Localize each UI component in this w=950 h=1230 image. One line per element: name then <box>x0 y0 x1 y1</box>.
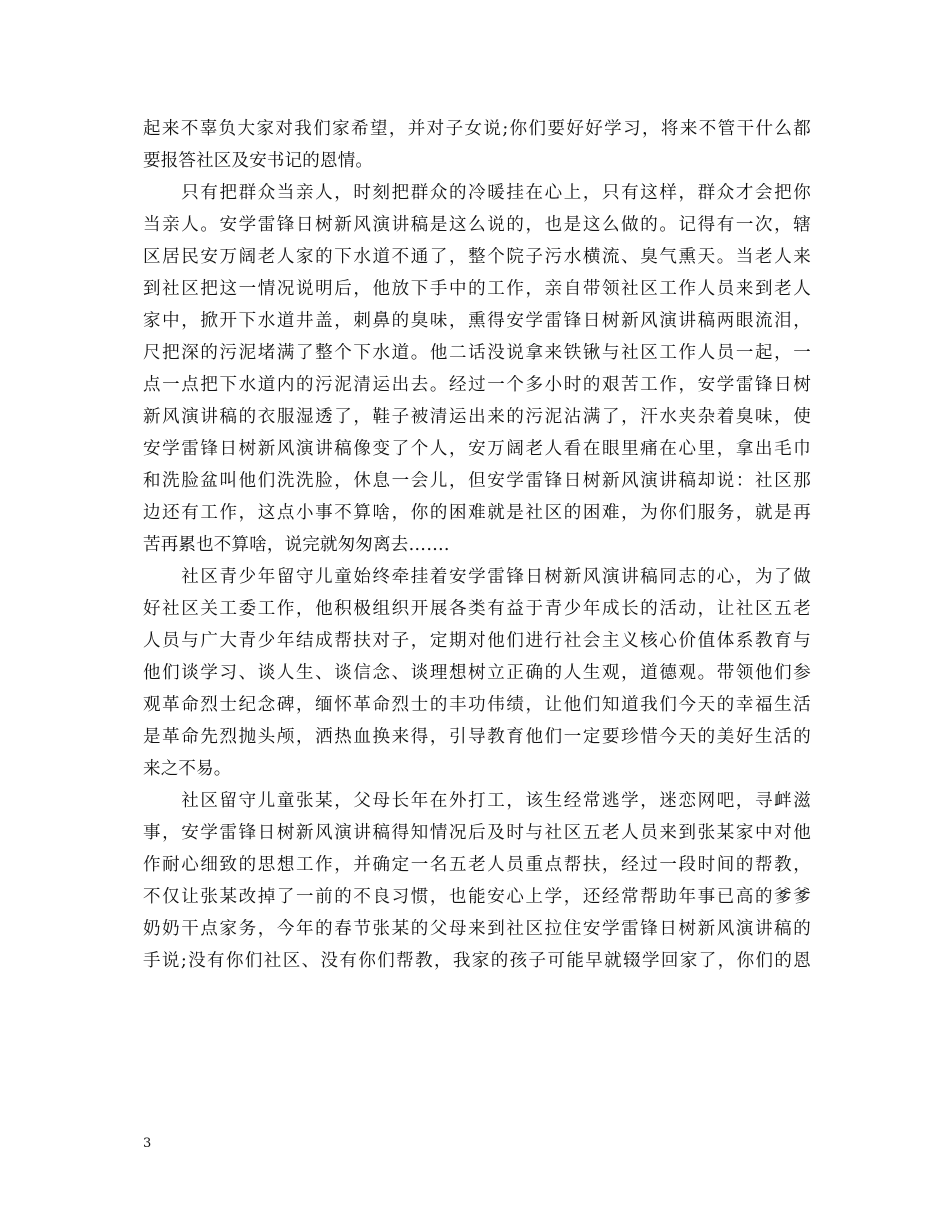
text-line-15: 社区青少年留守儿童始终牵挂着安学雷锋日树新风演讲稿同志的心，为了做 <box>143 567 811 587</box>
text-line-1: 起来不辜负大家对我们家希望，并对子女说;你们要好好学习，将来不管干什么都 <box>143 119 811 139</box>
text-line-21: 来之不易。 <box>143 759 232 779</box>
text-line-19: 观革命烈士纪念碑，缅怀革命烈士的丰功伟绩，让他们知道我们今天的幸福生活 <box>143 695 811 715</box>
text-line-4: 当亲人。安学雷锋日树新风演讲稿是这么说的，也是这么做的。记得有一次，辖 <box>143 215 811 235</box>
text-line-6: 到社区把这一情况说明后，他放下手中的工作，亲自带领社区工作人员来到老人 <box>143 279 811 299</box>
text-line-23: 事，安学雷锋日树新风演讲稿得知情况后及时与社区五老人员来到张某家中对他 <box>143 823 811 843</box>
text-line-12: 和洗脸盆叫他们洗洗脸，休息一会儿，但安学雷锋日树新风演讲稿却说：社区那 <box>143 471 811 491</box>
text-line-5: 区居民安万阔老人家的下水道不通了，整个院子污水横流、臭气熏天。当老人来 <box>143 247 811 267</box>
text-line-2: 要报答社区及安书记的恩情。 <box>143 151 374 171</box>
text-line-20: 是革命先烈抛头颅，洒热血换来得，引导教育他们一定要珍惜今天的美好生活的 <box>143 727 811 747</box>
text-line-27: 手说;没有你们社区、没有你们帮教，我家的孩子可能早就辍学回家了，你们的恩 <box>143 951 811 971</box>
page-number: 3 <box>143 1136 152 1151</box>
text-line-8: 尺把深的污泥堵满了整个下水道。他二话没说拿来铁锹与社区工作人员一起，一 <box>143 343 811 363</box>
text-line-25: 不仅让张某改掉了一前的不良习惯，也能安心上学，还经常帮助年事已高的爹爹 <box>143 887 811 907</box>
text-line-14: 苦再累也不算啥，说完就匆匆离去……. <box>143 535 450 555</box>
text-line-7: 家中，掀开下水道井盖，刺鼻的臭味，熏得安学雷锋日树新风演讲稿两眼流泪， <box>143 311 811 331</box>
text-line-24: 作耐心细致的思想工作，并确定一名五老人员重点帮扶，经过一段时间的帮教， <box>143 855 811 875</box>
text-line-16: 好社区关工委工作，他积极组织开展各类有益于青少年成长的活动，让社区五老 <box>143 599 811 619</box>
body-text <box>143 113 811 977</box>
text-line-11: 安学雷锋日树新风演讲稿像变了个人，安万阔老人看在眼里痛在心里，拿出毛巾 <box>143 439 811 459</box>
text-line-18: 他们谈学习、谈人生、谈信念、谈理想树立正确的人生观，道德观。带领他们参 <box>143 663 811 683</box>
text-line-10: 新风演讲稿的衣服湿透了，鞋子被清运出来的污泥沾满了，汗水夹杂着臭味，使 <box>143 407 811 427</box>
text-line-17: 人员与广大青少年结成帮扶对子，定期对他们进行社会主义核心价值体系教育与 <box>143 631 811 651</box>
text-line-9: 点一点把下水道内的污泥清运出去。经过一个多小时的艰苦工作，安学雷锋日树 <box>143 375 811 395</box>
text-line-13: 边还有工作，这点小事不算啥，你的困难就是社区的困难，为你们服务，就是再 <box>143 503 811 523</box>
text-line-3: 只有把群众当亲人，时刻把群众的冷暖挂在心上，只有这样，群众才会把你 <box>143 183 811 203</box>
text-line-22: 社区留守儿童张某，父母长年在外打工，该生经常逃学，迷恋网吧，寻衅滋 <box>143 791 811 811</box>
text-line-26: 奶奶干点家务，今年的春节张某的父母来到社区拉住安学雷锋日树新风演讲稿的 <box>143 919 811 939</box>
